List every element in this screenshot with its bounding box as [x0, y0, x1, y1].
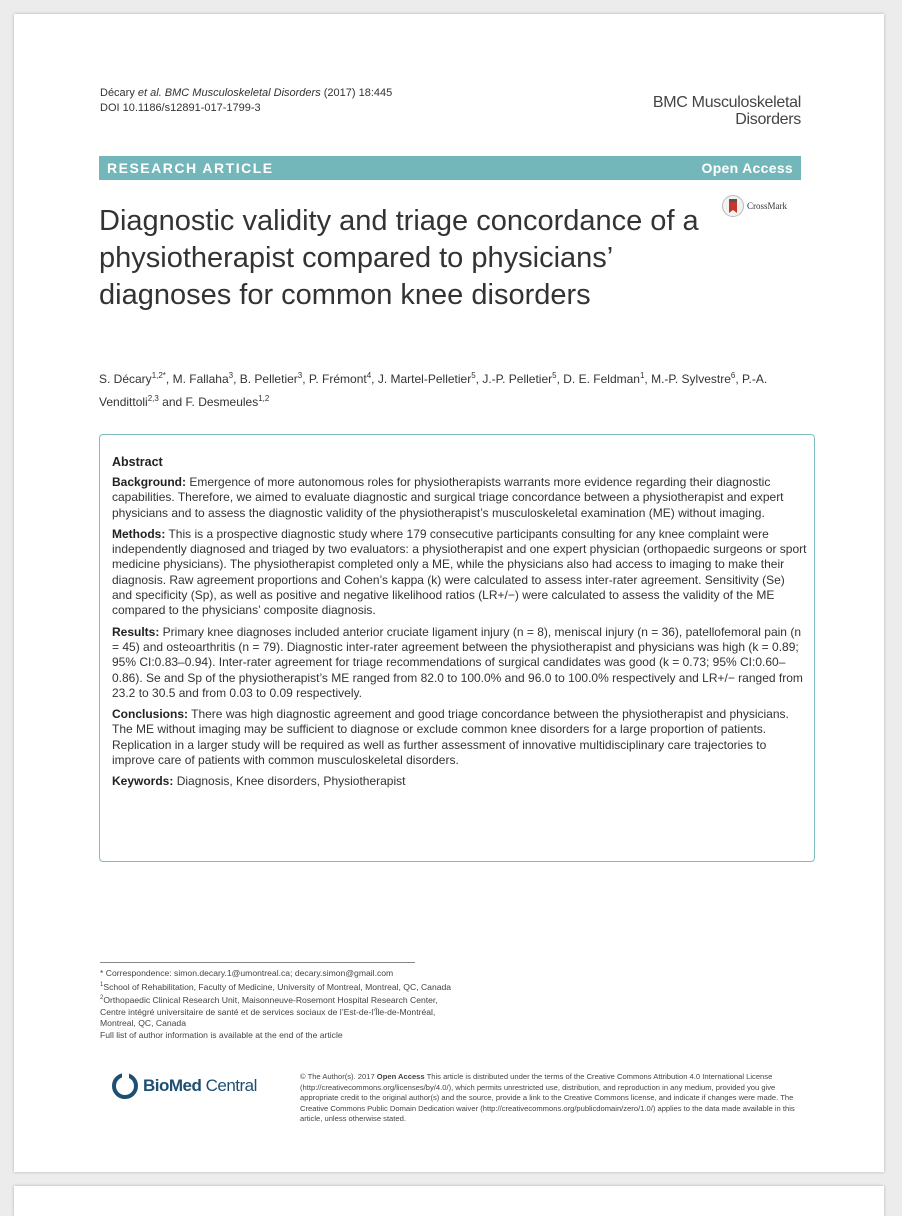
author-separator: ,: [644, 372, 652, 386]
crossmark-icon: [722, 194, 744, 218]
journal-line-2: Disorders: [735, 111, 801, 128]
section-label: Results:: [112, 624, 160, 639]
crossmark-badge[interactable]: [722, 194, 787, 218]
author-name: M. Fallaha: [172, 372, 229, 386]
section-label: Conclusions:: [112, 707, 189, 722]
author-name: D. E. Feldman: [563, 372, 640, 386]
publisher-name: [143, 1076, 257, 1096]
author[interactable]: [173, 372, 233, 386]
footnote-text: * Correspondence: simon.decary.1@umontreal.ca; decary.simon@gmail.com: [100, 968, 394, 978]
abstract-background: [112, 475, 807, 521]
journal-name: [653, 94, 801, 128]
article-title: Diagnostic validity and triage concordance of a physiotherapist compared to physicians’ diagnoses for common knee disorders: [99, 205, 699, 311]
author[interactable]: [651, 372, 735, 386]
author-separator: and: [158, 395, 186, 409]
section-text: Primary knee diagnoses included anterior cruciate ligament injury (n = 8), meniscal injury (n = 36), patellofemoral pain (n = 45) and osteoarthritis (n = 79). Diagnostic inter-rater agreement between the physiotherapist and physicians was high (k = 0.89; 95% CI:0.83–0.94). Inter-rater agreement for triage recommendations of surgical candidates was good (k = 0.73; 95% CI:0.60–0.86). Se and Sp of the physiotherapist’s ME ranged from 82.0 to 100.0% and 96.0 to 100.0% respectively and LR+/− ranged from 23.2 to 30.5 and from 0.03 to 0.09 respectively.: [112, 624, 803, 700]
footnote: [100, 993, 460, 1030]
doi[interactable]: DOI 10.1186/s12891-017-1799-3: [100, 102, 261, 114]
author-name: B. Pelletier: [239, 372, 298, 386]
license-text: [300, 1072, 800, 1125]
author-name: S. Décary: [99, 372, 152, 386]
abstract-heading: Abstract: [112, 455, 163, 469]
footnote: [100, 1030, 460, 1042]
author-name: P.-A. Vendittoli: [99, 372, 768, 409]
author-affiliation: 1: [639, 371, 645, 380]
next-page-edge: [14, 1186, 884, 1216]
author[interactable]: [240, 372, 302, 386]
author-separator: ,: [302, 372, 309, 386]
abstract-keywords: [112, 774, 807, 789]
author-affiliation: 3: [228, 371, 234, 380]
author-affiliation: 3: [297, 371, 303, 380]
footnote-text: School of Rehabilitation, Faculty of Medicine, University of Montreal, Montreal, QC, Canada: [103, 981, 452, 992]
citation-journal: et al. BMC Musculoskeletal Disorders: [137, 87, 321, 99]
footnotes: [100, 968, 460, 1041]
author-affiliation: 1,2: [258, 394, 270, 403]
section-text: There was high diagnostic agreement and good triage concordance between the physiotherapist and physicians. The ME without imaging may be sufficient to diagnose or exclude common knee disorders for a large proportion of patients. Replication in a larger study will be required as well as further assessment of innovative multidisciplinary care trajectories to improve care of patients with common musculoskeletal disorders.: [112, 707, 789, 768]
author-affiliation: 4: [366, 371, 372, 380]
biomed-central-logo: [112, 1073, 257, 1099]
author-name: J. Martel-Pelletier: [377, 372, 472, 386]
author-separator: ,: [233, 372, 240, 386]
abstract-conclusions: [112, 707, 807, 768]
author-separator: ,: [735, 372, 743, 386]
author-affiliation: 1,2*: [151, 371, 166, 380]
author-name: J.-P. Pelletier: [482, 372, 553, 386]
section-text: This is a prospective diagnostic study where 179 consecutive participants consulting for any knee complaint were independently diagnosed and triaged by two evaluators: a physiotherapist and one expert physician (orthopaedic surgeons or sport medicine physicians). The physiotherapist completed only a ME, while the physicians also had access to imaging to make their diagnosis. Raw agreement proportions and Cohen’s kappa (k) were calculated to assess inter-rater agreement. Sensitivity (Se) and specificity (Sp), as well as positive and negative likelihood ratios (LR+/−) were calculated to assess the validity of the ME compared to the physicians’ composite diagnosis.: [112, 526, 807, 618]
citation-author: Décary: [100, 87, 135, 99]
author-separator: ,: [475, 372, 483, 386]
section-label: Keywords:: [112, 774, 174, 789]
footnote: [100, 980, 460, 993]
abstract-box: [99, 434, 815, 862]
crossmark-label: CrossMark: [747, 201, 787, 211]
paper-page: [14, 14, 884, 1172]
footnote: [100, 968, 460, 980]
open-access-label: Open Access: [701, 160, 793, 176]
publisher-name-rest: Central: [201, 1076, 257, 1095]
abstract-results: [112, 625, 807, 701]
author[interactable]: [99, 372, 166, 386]
author-affiliation: 5: [471, 371, 476, 380]
author-affiliation: 6: [730, 371, 736, 380]
author[interactable]: [482, 372, 556, 386]
author-separator: ,: [371, 372, 378, 386]
author[interactable]: [378, 372, 476, 386]
author-list: [99, 366, 809, 412]
license-prefix: © The Author(s). 2017: [300, 1072, 377, 1081]
author-affiliation: 5: [552, 371, 557, 380]
author[interactable]: [563, 372, 644, 386]
author-name: F. Desmeules: [185, 395, 259, 409]
author[interactable]: [309, 372, 371, 386]
section-text: Diagnosis, Knee disorders, Physiotherapist: [173, 774, 406, 789]
author-separator: ,: [556, 372, 564, 386]
section-label: Background:: [112, 475, 187, 489]
article-type: RESEARCH ARTICLE: [107, 160, 274, 176]
article-type-banner: [99, 156, 801, 180]
author-separator: ,: [165, 372, 173, 386]
license-body: This article is distributed under the terms of the Creative Commons Attribution 4.0 International License (http://creativecommons.org/licenses/by/4.0/), which permits unrestricted use, distribution, and reproduction in any medium, provided you give appropriate credit to the original author(s) and the source, provide a link to the Creative Commons license, and indicate if changes were made. The Creative Commons Public Domain Dedication waiver (http://creativecommons.org/publicdomain/zero/1.0/) applies to the data made available in this article, unless otherwise stated.: [300, 1072, 795, 1124]
publisher-name-bold: BioMed: [143, 1076, 202, 1095]
section-text: Emergence of more autonomous roles for physiotherapists warrants more evidence regarding their diagnostic capabilities. Therefore, we aimed to evaluate diagnostic and surgical triage concordance between a physiotherapist and expert physicians and to assess the diagnostic validity of the physiotherapist’s musculoskeletal examination (ME) without imaging.: [112, 475, 784, 520]
citation: [100, 86, 392, 116]
footnote-divider: [100, 962, 415, 963]
author-name: P. Frémont: [308, 372, 367, 386]
author-name: M.-P. Sylvestre: [651, 372, 731, 386]
footnote-text: Orthopaedic Clinical Research Unit, Maisonneuve-Rosemont Hospital Research Center, Centre intégré universitaire de santé et de services sociaux de l’Est-de-l’Île-de-Montréal, Montreal, QC, Canada: [100, 994, 438, 1029]
citation-year: (2017) 18:445: [323, 87, 393, 99]
license-open-access: Open Access: [376, 1072, 425, 1081]
section-label: Methods:: [112, 526, 166, 541]
journal-line-1: BMC Musculoskeletal: [652, 94, 801, 111]
footnote-text: Full list of author information is available at the end of the article: [100, 1029, 343, 1040]
author-affiliation: 2,3: [147, 394, 159, 403]
footnote-sup: 2: [100, 995, 104, 1002]
author[interactable]: [186, 395, 270, 409]
abstract-methods: [112, 527, 807, 619]
biomed-central-icon: [112, 1073, 138, 1099]
footnote-sup: 1: [100, 981, 104, 988]
